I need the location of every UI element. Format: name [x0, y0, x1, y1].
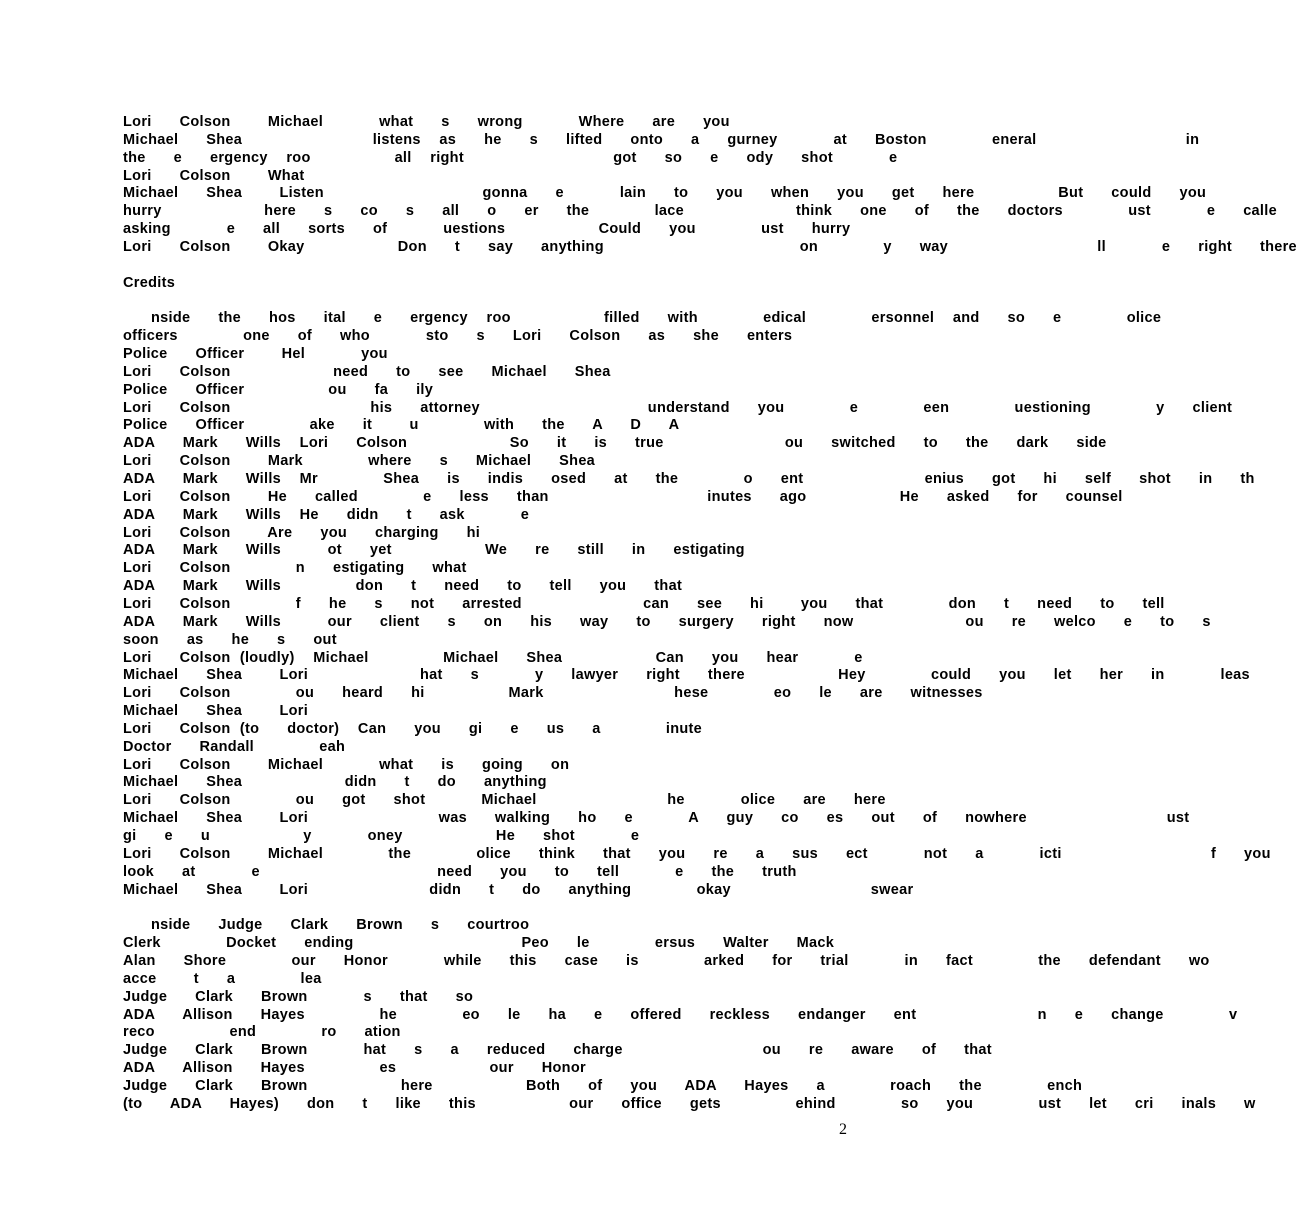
- script-line: Michael Shea didn t do anything: [123, 774, 547, 791]
- script-line: Michael Shea listens as he s lifted onto a gurney at Boston eneral in: [123, 131, 1200, 148]
- script-line: Judge Clark Brown here Both of you ADA Hayes a roach the ench: [123, 1077, 1083, 1094]
- script-line: Police Officer Hel you: [123, 346, 388, 363]
- script-line: Alan Shore our Honor while this case is arked for trial in fact the defendant wo: [123, 952, 1210, 969]
- script-line: Lori Colson Mark where s Michael Shea: [123, 453, 596, 470]
- script-line: Lori Colson n estigating what: [123, 560, 467, 577]
- script-line: Lori Colson Michael what is going on: [123, 756, 570, 773]
- script-line: Michael Shea Lori didn t do anything okay swear: [123, 881, 914, 898]
- script-line: Lori Colson Are you charging hi: [123, 524, 481, 541]
- script-line: ADA Mark Wills Mr Shea is indis osed at the o ent enius got hi self shot in th: [123, 471, 1255, 487]
- script-line: Michael Shea Lori hat s y lawyer right there Hey could you let her in leas: [123, 667, 1250, 684]
- script-line: Lori Colson f he s not arrested can see hi you that don t need to tell: [123, 595, 1165, 612]
- script-line: ADA Mark Wills don t need to tell you that: [123, 578, 683, 595]
- script-line: Michael Shea Lori: [123, 703, 309, 720]
- script-line: Lori Colson Michael the olice think that you re a sus ect not a icti f you: [123, 845, 1271, 862]
- script-line: nside the hos ital e ergency roo filled with edical ersonnel and so e olice: [123, 310, 1162, 327]
- script-line: (to ADA Hayes) don t like this our office gets ehind so you ust let cri inals w: [123, 1095, 1256, 1112]
- script-line: Lori Colson (loudly) Michael Michael Shea Can you hear e: [123, 649, 863, 666]
- script-line: soon as he s out: [123, 631, 337, 648]
- script-line: ADA Mark Wills ot yet We re still in estigating: [123, 542, 745, 559]
- script-line: Lori Colson ou got shot Michael he olice are here: [123, 792, 886, 809]
- script-line: Lori Colson Michael what s wrong Where are you: [123, 114, 730, 130]
- script-line: Clerk Docket ending Peo le ersus Walter Mack: [123, 935, 835, 952]
- script-line: acce t a lea: [123, 970, 322, 987]
- script-line: Michael Shea Listen gonna e lain to you when you get here But could you: [123, 185, 1207, 202]
- script-line: hurry here s co s all o er the lace think one of the doctors ust e calle: [123, 203, 1277, 220]
- script-line: ADA Mark Wills He didn t ask e: [123, 506, 530, 523]
- script-line: gi e u y oney He shot e: [123, 828, 640, 844]
- script-line: Lori Colson need to see Michael Shea: [123, 363, 611, 380]
- script-line: look at e need you to tell e the truth: [123, 863, 797, 880]
- script-line: Lori Colson What: [123, 167, 305, 184]
- script-line: Lori Colson ou heard hi Mark hese eo le are witnesses: [123, 685, 983, 702]
- script-line: ADA Allison Hayes es our Honor: [123, 1060, 586, 1077]
- script-line: Michael Shea Lori was walking ho e A guy co es out of nowhere ust: [123, 810, 1190, 827]
- script-line: Doctor Randall eah: [123, 738, 346, 755]
- script-line: officers one of who sto s Lori Colson as she enters: [123, 328, 793, 345]
- script-line: Lori Colson Okay Don t say anything on y way ll e right there: [123, 238, 1297, 255]
- script-line: Judge Clark Brown hat s a reduced charge ou re aware of that: [123, 1042, 992, 1059]
- script-line: reco end ro ation: [123, 1024, 401, 1041]
- script-line: Lori Colson (to doctor) Can you gi e us a inute: [123, 720, 702, 737]
- script-line: ADA Mark Wills Lori Colson So it is true ou switched to the dark side: [123, 435, 1107, 452]
- page-number: 2: [839, 1121, 847, 1138]
- script-line: Credits: [123, 274, 176, 291]
- script-line: Judge Clark Brown s that so: [123, 988, 474, 1005]
- script-line: Lori Colson his attorney understand you e een uestioning y client: [123, 399, 1233, 416]
- script-line: ADA Mark Wills our client s on his way to surgery right now ou re welco e to s: [123, 613, 1211, 630]
- script-line: Police Officer ou fa ily: [123, 381, 434, 398]
- script-line: Police Officer ake it u with the A D A: [123, 417, 680, 434]
- script-line: the e ergency roo all right got so e ody shot e: [123, 149, 898, 166]
- script-line: asking e all sorts of uestions Could you ust hurry: [123, 221, 851, 238]
- script-line: Lori Colson He called e less than inutes ago He asked for counsel: [123, 488, 1123, 505]
- script-line: nside Judge Clark Brown s courtroo: [123, 917, 530, 934]
- script-line: ADA Allison Hayes he eo le ha e offered reckless endanger ent n e change v: [123, 1006, 1238, 1023]
